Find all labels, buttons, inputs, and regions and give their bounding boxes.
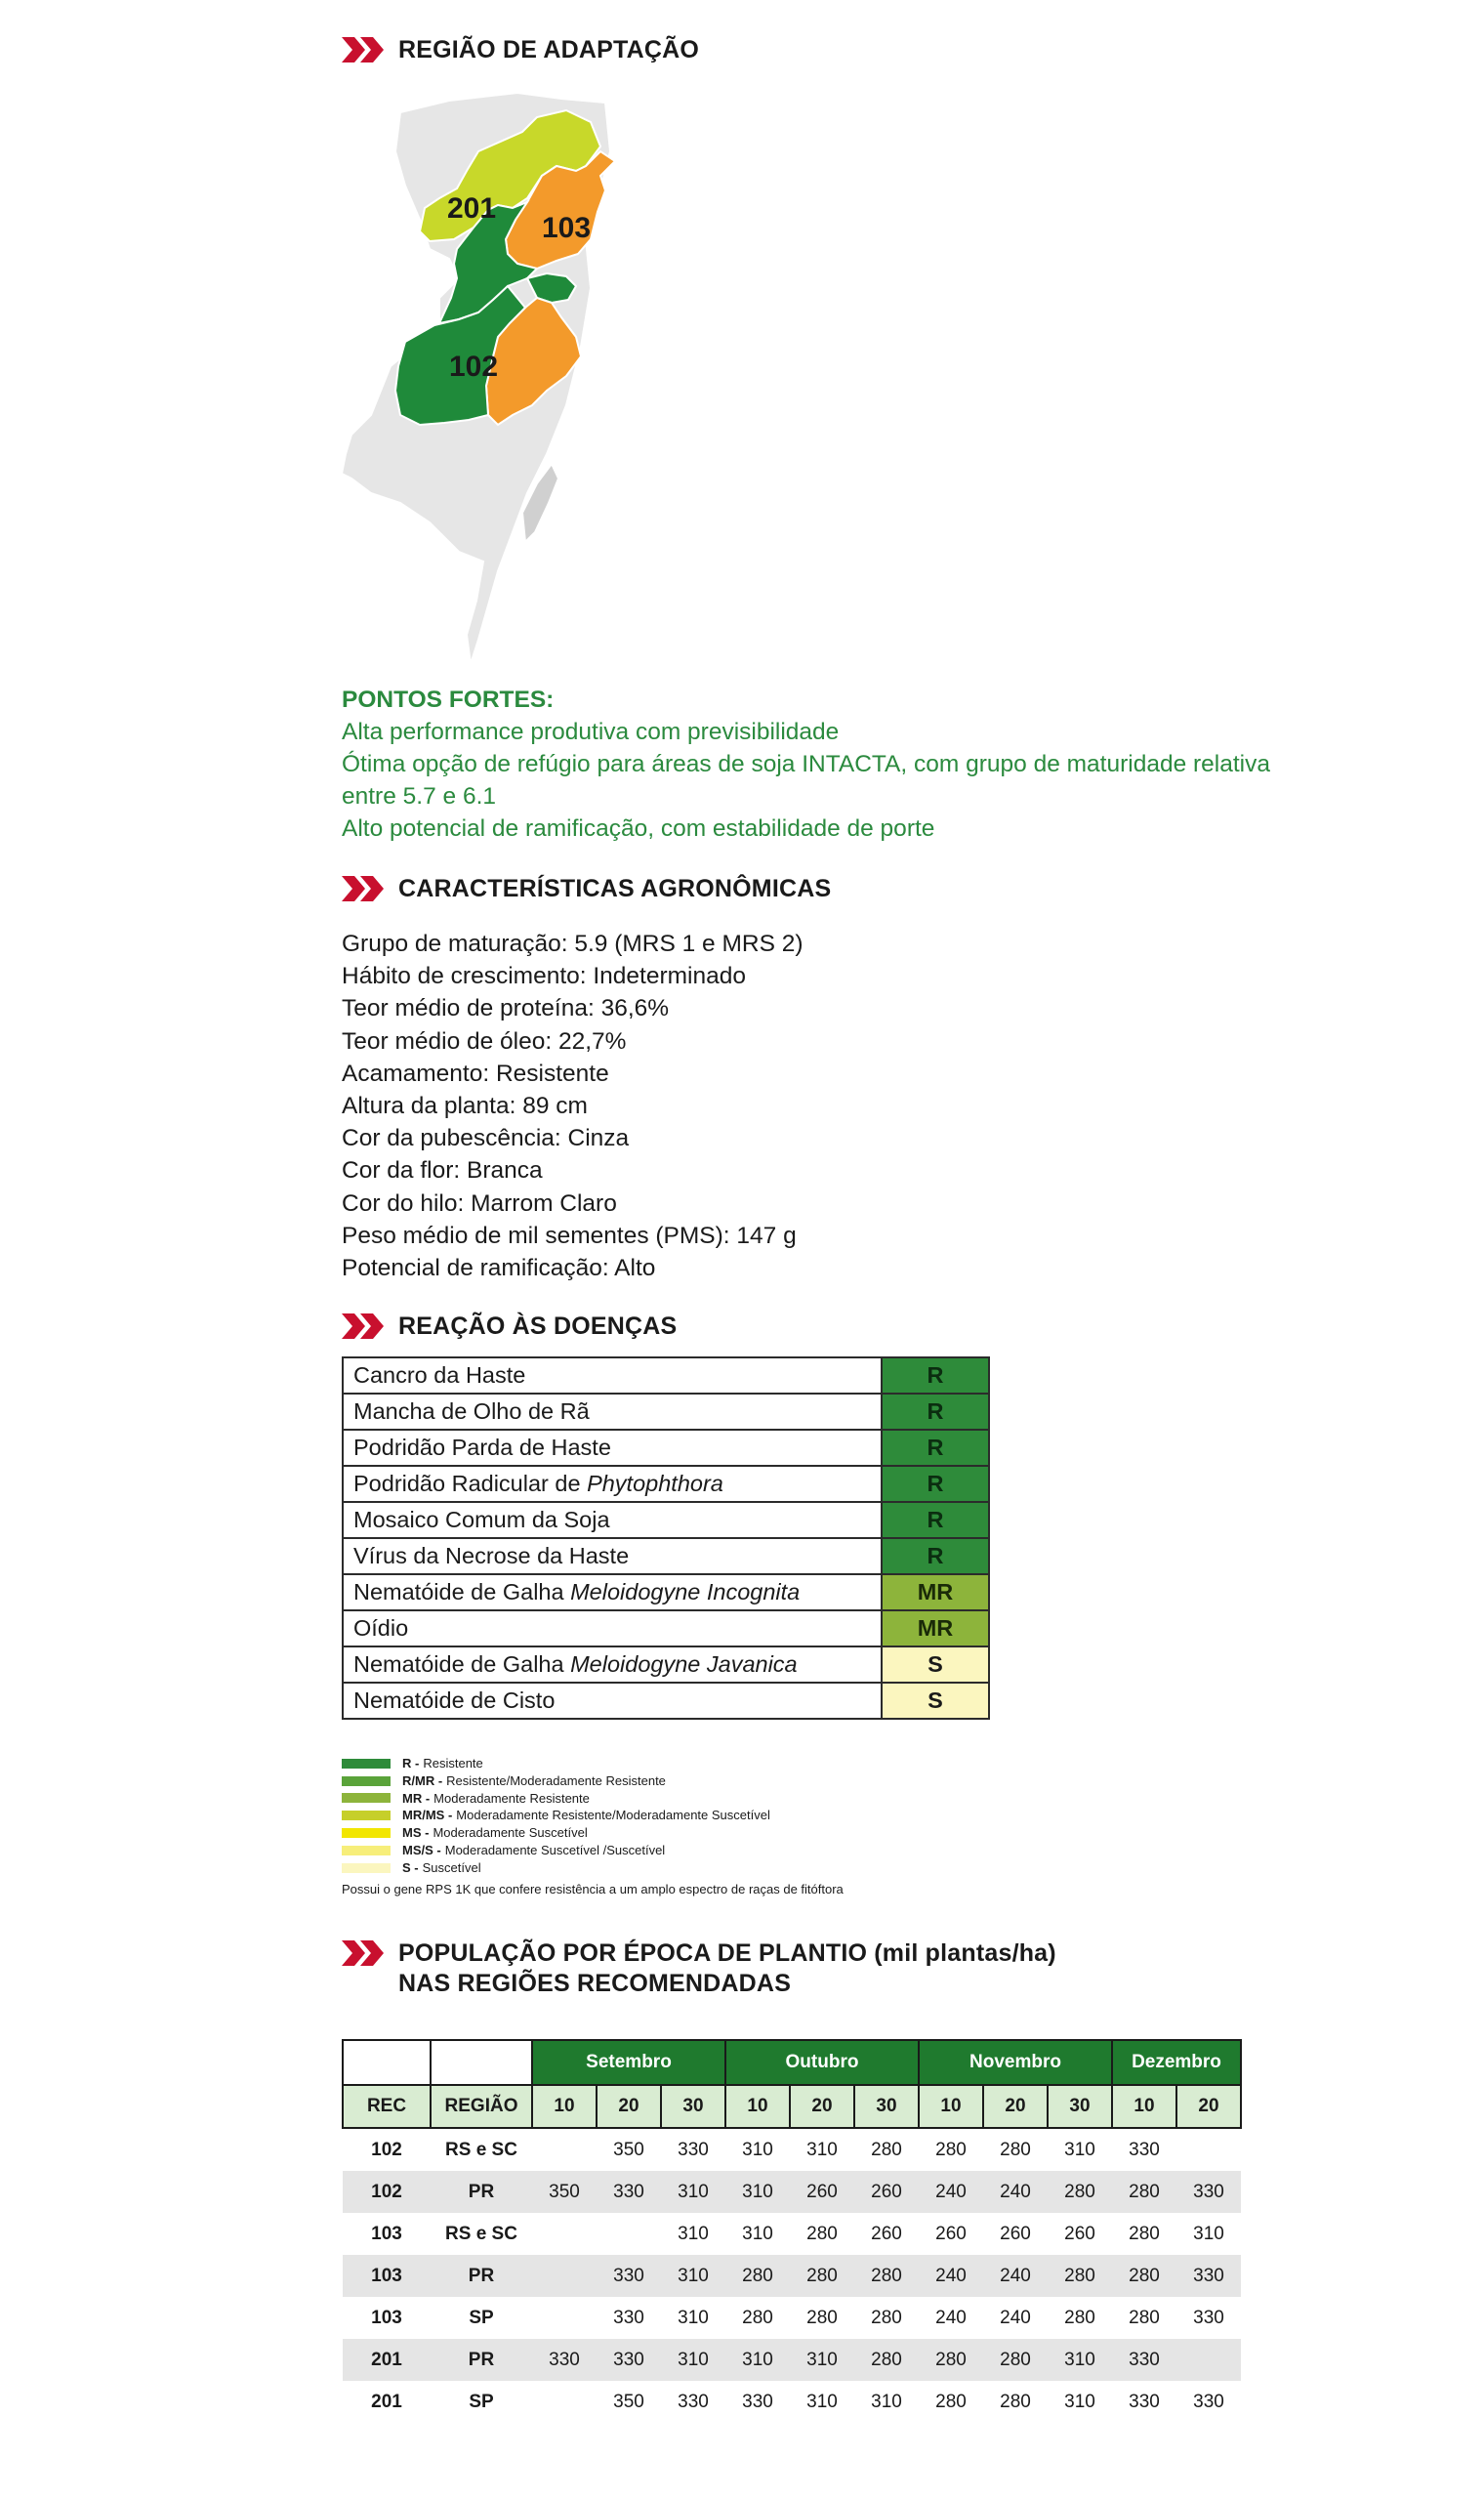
population-title-line1: POPULAÇÃO POR ÉPOCA DE PLANTIO (mil plantas/ha) bbox=[398, 1939, 1056, 1967]
population-cell: 240 bbox=[935, 2307, 967, 2328]
legend-item bbox=[342, 1824, 770, 1842]
table-row bbox=[343, 2171, 1241, 2213]
disease-row bbox=[343, 1610, 989, 1646]
population-cell bbox=[532, 2381, 597, 2423]
section-disease-title: REAÇÃO ÀS DOENÇAS bbox=[398, 1312, 678, 1340]
disease-reaction-value: MR bbox=[882, 1574, 989, 1610]
population-cell: 280 bbox=[854, 2255, 919, 2297]
population-cell: 310 bbox=[742, 2139, 773, 2160]
legend-code: MS - bbox=[402, 1825, 430, 1841]
population-cell: 280 bbox=[1112, 2171, 1176, 2213]
agro-item: Cor do hilo: Marrom Claro bbox=[342, 1189, 617, 1217]
legend-item bbox=[342, 1859, 770, 1877]
population-cell: 330 bbox=[1112, 2339, 1176, 2381]
strength-line: Alto potencial de ramificação, com estabilidade de porte bbox=[342, 815, 935, 842]
population-cell: 330 bbox=[597, 2255, 661, 2297]
disease-name bbox=[343, 1538, 882, 1574]
strengths-title: PONTOS FORTES: bbox=[342, 687, 555, 713]
population-cell: 260 bbox=[790, 2171, 854, 2213]
legend-swatch bbox=[342, 1846, 391, 1855]
population-cell: 280 bbox=[935, 2391, 967, 2412]
population-cell: 280 bbox=[1048, 2255, 1112, 2297]
column-header: REC bbox=[343, 2085, 431, 2128]
legend-item bbox=[342, 1755, 770, 1772]
double-chevron-icon bbox=[342, 1313, 387, 1339]
double-chevron-icon bbox=[342, 1940, 387, 1966]
legend-code: R/MR - bbox=[402, 1772, 443, 1788]
section-region-header bbox=[342, 35, 699, 65]
legend-swatch bbox=[342, 1828, 391, 1838]
blank-header-cell bbox=[343, 2040, 431, 2085]
disease-name-text: Podridão Parda de Haste bbox=[353, 1435, 611, 1460]
column-header: 10 bbox=[725, 2085, 790, 2128]
population-cell: 280 bbox=[983, 2339, 1048, 2381]
disease-reaction-value: S bbox=[882, 1646, 989, 1683]
disease-reaction-value: R bbox=[882, 1430, 989, 1466]
population-cell: 240 bbox=[983, 2255, 1048, 2297]
disease-reaction-value: R bbox=[882, 1357, 989, 1394]
population-title-line2: NAS REGIÕES RECOMENDADAS bbox=[398, 1970, 792, 1997]
legend-text: Moderadamente Resistente bbox=[433, 1790, 590, 1806]
rec-cell: 201 bbox=[343, 2339, 431, 2381]
section-agro-header bbox=[342, 874, 831, 904]
legend-code: R - bbox=[402, 1756, 420, 1771]
rec-cell: 103 bbox=[371, 2223, 402, 2244]
legend-code: MR/MS - bbox=[402, 1808, 453, 1823]
legend-note: Possui o gene RPS 1K que confere resistência a um amplo espectro de raças de fitóftora bbox=[342, 1882, 844, 1896]
population-cell: 330 bbox=[532, 2339, 597, 2381]
disease-name-text: Oídio bbox=[353, 1615, 409, 1641]
population-cell: 280 bbox=[1064, 2307, 1095, 2328]
disease-name-italic: Phytophthora bbox=[587, 1471, 723, 1496]
agro-item: Cor da flor: Branca bbox=[342, 1157, 543, 1185]
column-header: 20 bbox=[790, 2085, 854, 2128]
population-cell: 260 bbox=[1064, 2223, 1095, 2244]
disease-reaction-value: R bbox=[882, 1538, 989, 1574]
population-cell bbox=[532, 2213, 597, 2255]
disease-row bbox=[343, 1502, 989, 1538]
population-cell: 240 bbox=[1000, 2307, 1031, 2328]
legend-item bbox=[342, 1772, 770, 1790]
legend-text: Moderadamente Resistente/Moderadamente Suscetível bbox=[456, 1808, 770, 1823]
population-cell: 330 bbox=[613, 2307, 644, 2328]
population-cell: 350 bbox=[532, 2171, 597, 2213]
agro-item: Potencial de ramificação: Alto bbox=[342, 1255, 656, 1282]
agro-item: Acamamento: Resistente bbox=[342, 1060, 609, 1087]
disease-reaction-table bbox=[342, 1356, 990, 1720]
population-cell: 310 bbox=[806, 2139, 838, 2160]
strength-line: Ótima opção de refúgio para áreas de soja INTACTA, com grupo de maturidade relativa bbox=[342, 751, 1270, 777]
legend-text: Moderadamente Suscetível /Suscetível bbox=[444, 1842, 666, 1857]
table-row bbox=[343, 2128, 1241, 2171]
population-cell: 310 bbox=[1048, 2339, 1112, 2381]
population-cell: 280 bbox=[935, 2139, 967, 2160]
population-cell: 330 bbox=[678, 2139, 709, 2160]
column-header: REGIÃO bbox=[431, 2085, 532, 2128]
disease-name-text: Nematóide de Galha bbox=[353, 1651, 571, 1677]
population-cell bbox=[597, 2213, 661, 2255]
population-cell: 280 bbox=[1000, 2139, 1031, 2160]
column-header: 30 bbox=[854, 2085, 919, 2128]
rec-cell: 103 bbox=[343, 2255, 431, 2297]
agro-item: Hábito de crescimento: Indeterminado bbox=[342, 963, 746, 990]
legend-item bbox=[342, 1790, 770, 1808]
region-cell: RS e SC bbox=[445, 2139, 517, 2160]
agro-item: Peso médio de mil sementes (PMS): 147 g bbox=[342, 1222, 797, 1249]
disease-name-text: Vírus da Necrose da Haste bbox=[353, 1543, 630, 1568]
rec-cell: 102 bbox=[371, 2139, 402, 2160]
adaptation-region-map bbox=[342, 93, 781, 659]
population-cell: 310 bbox=[678, 2223, 709, 2244]
column-header: 30 bbox=[1048, 2085, 1112, 2128]
population-cell bbox=[532, 2128, 597, 2171]
agro-item: Grupo de maturação: 5.9 (MRS 1 e MRS 2) bbox=[342, 931, 804, 957]
table-row bbox=[343, 2381, 1241, 2423]
population-table bbox=[342, 2039, 1242, 2423]
disease-row bbox=[343, 1430, 989, 1466]
strength-line: entre 5.7 e 6.1 bbox=[342, 783, 497, 810]
disease-reaction-value: R bbox=[882, 1502, 989, 1538]
agro-item: Altura da planta: 89 cm bbox=[342, 1093, 588, 1120]
legend-swatch bbox=[342, 1811, 391, 1820]
population-cell: 260 bbox=[1000, 2223, 1031, 2244]
population-cell: 240 bbox=[919, 2171, 983, 2213]
population-cell: 280 bbox=[919, 2339, 983, 2381]
rec-cell: 102 bbox=[343, 2171, 431, 2213]
legend-item bbox=[342, 1842, 770, 1859]
population-cell: 280 bbox=[854, 2339, 919, 2381]
disease-name bbox=[343, 1646, 882, 1683]
population-cell: 280 bbox=[871, 2307, 902, 2328]
month-header: Dezembro bbox=[1112, 2040, 1241, 2085]
legend-swatch bbox=[342, 1793, 391, 1803]
population-cell: 310 bbox=[678, 2307, 709, 2328]
region-cell: SP bbox=[469, 2307, 494, 2328]
disease-row bbox=[343, 1683, 989, 1719]
section-region-title: REGIÃO DE ADAPTAÇÃO bbox=[398, 36, 699, 63]
disease-name bbox=[343, 1357, 882, 1394]
population-cell: 310 bbox=[806, 2391, 838, 2412]
region-cell: SP bbox=[469, 2391, 494, 2412]
column-header-row bbox=[343, 2085, 1241, 2128]
population-cell: 330 bbox=[1176, 2171, 1241, 2213]
legend-text: Resistente bbox=[423, 1756, 483, 1771]
population-cell: 240 bbox=[919, 2255, 983, 2297]
disease-row bbox=[343, 1538, 989, 1574]
column-header: 30 bbox=[661, 2085, 725, 2128]
rec-cell: 103 bbox=[371, 2307, 402, 2328]
disease-name-text: Nematóide de Galha bbox=[353, 1579, 571, 1604]
month-header: Setembro bbox=[532, 2040, 725, 2085]
population-cell: 280 bbox=[806, 2223, 838, 2244]
agronomic-characteristics-list bbox=[342, 928, 804, 1284]
population-cell: 330 bbox=[597, 2339, 661, 2381]
agro-item: Cor da pubescência: Cinza bbox=[342, 1125, 630, 1152]
disease-name-italic: Meloidogyne Incognita bbox=[570, 1579, 801, 1604]
population-cell: 310 bbox=[1064, 2139, 1095, 2160]
disease-name-text: Podridão Radicular de bbox=[353, 1471, 588, 1496]
disease-name bbox=[343, 1394, 882, 1430]
population-cell: 310 bbox=[1193, 2223, 1224, 2244]
column-header: 20 bbox=[983, 2085, 1048, 2128]
disease-name-italic: Meloidogyne Javanica bbox=[570, 1651, 798, 1677]
disease-row bbox=[343, 1357, 989, 1394]
disease-name bbox=[343, 1683, 882, 1719]
double-chevron-icon bbox=[342, 37, 387, 62]
disease-name-text: Mosaico Comum da Soja bbox=[353, 1507, 610, 1532]
region-cell: RS e SC bbox=[445, 2223, 517, 2244]
legend-swatch bbox=[342, 1863, 391, 1873]
population-cell: 330 bbox=[742, 2391, 773, 2412]
population-cell: 350 bbox=[613, 2139, 644, 2160]
population-cell: 310 bbox=[661, 2339, 725, 2381]
population-cell: 330 bbox=[1193, 2391, 1224, 2412]
agro-item: Teor médio de proteína: 36,6% bbox=[342, 995, 670, 1022]
population-cell: 260 bbox=[935, 2223, 967, 2244]
legend-text: Moderadamente Suscetível bbox=[433, 1825, 588, 1841]
population-cell: 260 bbox=[854, 2171, 919, 2213]
population-cell: 280 bbox=[1129, 2223, 1160, 2244]
population-cell: 310 bbox=[790, 2339, 854, 2381]
legend-item bbox=[342, 1807, 770, 1824]
month-header: Outubro bbox=[725, 2040, 919, 2085]
table-row bbox=[343, 2255, 1241, 2297]
population-cell: 310 bbox=[725, 2339, 790, 2381]
disease-reaction-value: S bbox=[882, 1683, 989, 1719]
population-cell: 280 bbox=[790, 2255, 854, 2297]
population-cell: 350 bbox=[613, 2391, 644, 2412]
disease-legend bbox=[342, 1755, 770, 1877]
region-cell: PR bbox=[431, 2171, 532, 2213]
population-cell: 280 bbox=[742, 2307, 773, 2328]
population-cell: 280 bbox=[1129, 2307, 1160, 2328]
disease-name bbox=[343, 1610, 882, 1646]
population-cell: 310 bbox=[871, 2391, 902, 2412]
legend-swatch bbox=[342, 1759, 391, 1769]
section-agro-title: CARACTERÍSTICAS AGRONÔMICAS bbox=[398, 875, 832, 902]
column-header: 10 bbox=[532, 2085, 597, 2128]
disease-name bbox=[343, 1502, 882, 1538]
section-disease-header bbox=[342, 1312, 677, 1342]
population-cell: 310 bbox=[742, 2223, 773, 2244]
blank-header-cell bbox=[431, 2040, 532, 2085]
population-cell: 310 bbox=[661, 2255, 725, 2297]
population-cell: 280 bbox=[1000, 2391, 1031, 2412]
population-cell: 330 bbox=[1129, 2391, 1160, 2412]
disease-row bbox=[343, 1646, 989, 1683]
legend-code: S - bbox=[402, 1859, 419, 1875]
section-population-title bbox=[398, 1938, 1056, 1999]
disease-name-text: Cancro da Haste bbox=[353, 1362, 526, 1388]
disease-name bbox=[343, 1574, 882, 1610]
legend-code: MR - bbox=[402, 1790, 431, 1806]
population-cell: 280 bbox=[1048, 2171, 1112, 2213]
disease-reaction-value: MR bbox=[882, 1610, 989, 1646]
population-cell: 310 bbox=[725, 2171, 790, 2213]
population-cell bbox=[1176, 2128, 1241, 2171]
disease-reaction-value: R bbox=[882, 1394, 989, 1430]
legend-text: Resistente/Moderadamente Resistente bbox=[446, 1772, 666, 1788]
population-cell: 280 bbox=[871, 2139, 902, 2160]
population-cell: 240 bbox=[983, 2171, 1048, 2213]
section-population-header bbox=[342, 1938, 1056, 1999]
agro-item: Teor médio de óleo: 22,7% bbox=[342, 1027, 627, 1055]
population-cell bbox=[532, 2297, 597, 2339]
table-row bbox=[343, 2339, 1241, 2381]
population-cell: 330 bbox=[1176, 2255, 1241, 2297]
map-label-103: 103 bbox=[542, 212, 592, 244]
region-cell: PR bbox=[431, 2339, 532, 2381]
column-header: 20 bbox=[597, 2085, 661, 2128]
disease-name bbox=[343, 1430, 882, 1466]
population-cell: 330 bbox=[1129, 2139, 1160, 2160]
disease-row bbox=[343, 1466, 989, 1502]
legend-code: MS/S - bbox=[402, 1842, 441, 1857]
disease-name-text: Mancha de Olho de Rã bbox=[353, 1398, 590, 1424]
population-cell bbox=[532, 2255, 597, 2297]
disease-row bbox=[343, 1574, 989, 1610]
population-cell: 330 bbox=[597, 2171, 661, 2213]
map-label-201: 201 bbox=[447, 192, 497, 225]
month-header: Novembro bbox=[919, 2040, 1112, 2085]
population-cell: 280 bbox=[806, 2307, 838, 2328]
map-label-102: 102 bbox=[449, 351, 499, 383]
region-map-svg bbox=[342, 93, 781, 659]
disease-row bbox=[343, 1394, 989, 1430]
disease-name-text: Nematóide de Cisto bbox=[353, 1688, 556, 1713]
population-cell: 330 bbox=[1193, 2307, 1224, 2328]
population-cell: 280 bbox=[725, 2255, 790, 2297]
column-header: 10 bbox=[1112, 2085, 1176, 2128]
population-cell: 260 bbox=[871, 2223, 902, 2244]
disease-name bbox=[343, 1466, 882, 1502]
region-cell: PR bbox=[431, 2255, 532, 2297]
population-cell: 310 bbox=[1064, 2391, 1095, 2412]
table-row bbox=[343, 2297, 1241, 2339]
strength-line: Alta performance produtiva com previsibilidade bbox=[342, 719, 840, 745]
legend-text: Suscetível bbox=[422, 1859, 481, 1875]
strengths-block bbox=[342, 684, 1367, 845]
population-cell bbox=[1176, 2339, 1241, 2381]
population-cell: 330 bbox=[678, 2391, 709, 2412]
disease-reaction-value: R bbox=[882, 1466, 989, 1502]
population-cell: 280 bbox=[1112, 2255, 1176, 2297]
column-header: 20 bbox=[1176, 2085, 1241, 2128]
double-chevron-icon bbox=[342, 876, 387, 901]
table-row bbox=[343, 2213, 1241, 2255]
population-cell: 310 bbox=[661, 2171, 725, 2213]
column-header: 10 bbox=[919, 2085, 983, 2128]
rec-cell: 201 bbox=[371, 2391, 402, 2412]
legend-swatch bbox=[342, 1776, 391, 1786]
month-header-row bbox=[343, 2040, 1241, 2085]
